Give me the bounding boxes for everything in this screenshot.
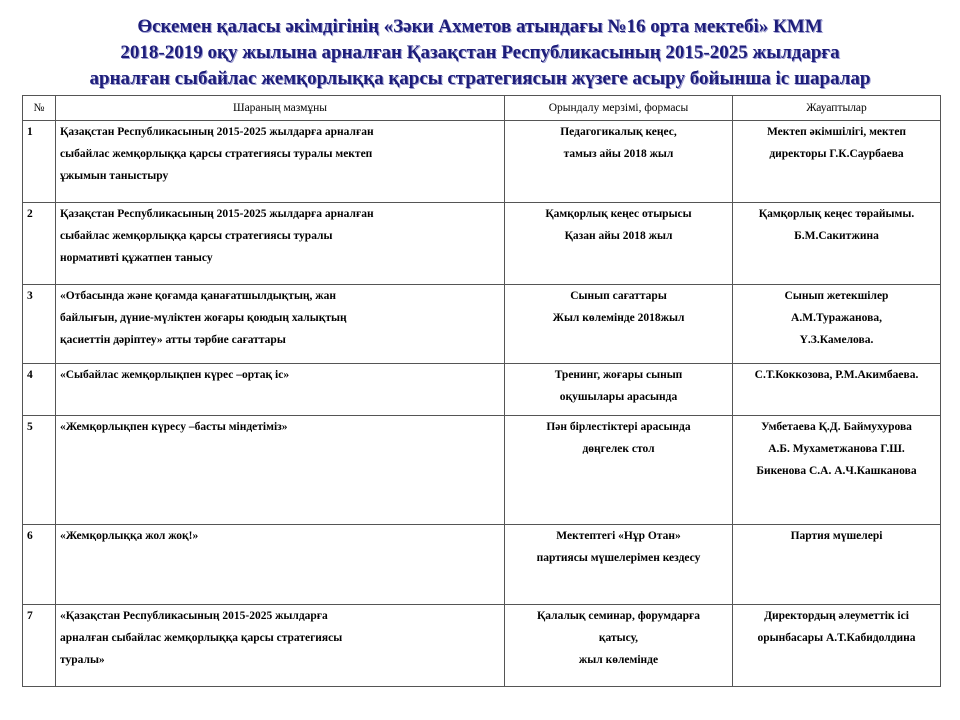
row-responsible xyxy=(733,285,941,364)
responsible-line: Мектеп әкімшілігі, мектеп xyxy=(766,126,907,138)
row-content xyxy=(56,416,505,525)
responsible-line: Б.М.Сакитжина xyxy=(794,230,879,242)
timing-line: Қазан айы 2018 жыл xyxy=(564,230,673,242)
content-line: туралы» xyxy=(60,654,105,666)
timing-line: Педагогикалық кеңес, xyxy=(560,126,677,138)
row-number: 7 xyxy=(23,605,56,687)
content-line: сыбайлас жемқорлыққа қарсы стратегиясы туралы мектеп xyxy=(60,148,373,160)
timing-line: жыл көлемінде xyxy=(578,654,659,666)
timing-line: оқушылары арасында xyxy=(559,391,678,403)
timing-line: тамыз айы 2018 жыл xyxy=(563,148,674,160)
timing-line: Жыл көлемінде 2018жыл xyxy=(552,312,685,324)
row-timing xyxy=(505,285,733,364)
row-timing xyxy=(505,525,733,605)
row-number: 3 xyxy=(23,285,56,364)
content-line: Қазақстан Республикасының 2015-2025 жылдарға арналған xyxy=(60,126,374,138)
row-responsible xyxy=(733,525,941,605)
row-number: 5 xyxy=(23,416,56,525)
responsible-line: А.М.Туражанова, xyxy=(791,312,882,324)
table-header-row xyxy=(23,96,941,121)
table-row xyxy=(23,525,941,605)
responsible-line: директоры Г.К.Саурбаева xyxy=(769,148,904,160)
content-line: Қазақстан Республикасының 2015-2025 жылдарға арналған xyxy=(60,208,374,220)
document-title xyxy=(0,14,960,92)
row-timing xyxy=(505,203,733,285)
header-content: Шараның мазмұны xyxy=(56,96,505,121)
content-line: «Отбасында және қоғамда қанағатшылдықтың, жан xyxy=(60,290,337,302)
header-timing: Орындалу мерзімі, формасы xyxy=(505,96,733,121)
timing-line: Пән бірлестіктері арасында xyxy=(546,421,691,433)
title-line-1: Өскемен қаласы әкімдігінің «Зәки Ахметов атындағы №16 орта мектебі» КММ xyxy=(137,16,823,37)
row-timing xyxy=(505,605,733,687)
title-line-2: 2018-2019 оқу жылына арналған Қазақстан Республикасының 2015-2025 жылдарға xyxy=(120,42,840,63)
timing-line: дөңгелек стол xyxy=(582,443,655,455)
row-number: 1 xyxy=(23,121,56,203)
table-row xyxy=(23,203,941,285)
table-row xyxy=(23,364,941,416)
content-line: арналған сыбайлас жемқорлыққа қарсы стратегиясы xyxy=(60,632,343,644)
header-number: № xyxy=(23,96,56,121)
timing-line: Сынып сағаттары xyxy=(570,290,667,302)
content-line: «Жемқорлықпен күресу –басты міндетіміз» xyxy=(60,421,288,433)
events-table xyxy=(22,95,941,687)
row-timing xyxy=(505,364,733,416)
responsible-line: Сынып жетекшілер xyxy=(784,290,889,302)
row-content xyxy=(56,605,505,687)
row-content xyxy=(56,121,505,203)
row-responsible xyxy=(733,364,941,416)
title-line-3: арналған сыбайлас жемқорлыққа қарсы стратегиясын жүзеге асыру бойынша іс шаралар xyxy=(89,68,871,89)
responsible-line: А.Б. Мухаметжанова Г.Ш. xyxy=(768,443,905,455)
responsible-line: орынбасары А.Т.Кабидолдина xyxy=(757,632,916,644)
content-line: нормативті құжатпен танысу xyxy=(60,252,213,264)
content-line: байлығын, дүние-мүліктен жоғары қоюдың халықтың xyxy=(60,312,347,324)
row-responsible xyxy=(733,416,941,525)
content-line: сыбайлас жемқорлыққа қарсы стратегиясы туралы xyxy=(60,230,333,242)
row-responsible xyxy=(733,203,941,285)
responsible-line: Бикенова С.А. А.Ч.Кашканова xyxy=(756,465,917,477)
responsible-line: Умбетаева Қ.Д. Баймухурова xyxy=(761,421,912,433)
row-timing xyxy=(505,416,733,525)
row-responsible xyxy=(733,605,941,687)
table-row xyxy=(23,285,941,364)
timing-line: партиясы мүшелерімен кездесу xyxy=(536,552,701,564)
row-content xyxy=(56,285,505,364)
content-line: қасиеттін дәріптеу» атты тәрбие сағаттары xyxy=(60,334,286,346)
table-row xyxy=(23,416,941,525)
row-number: 4 xyxy=(23,364,56,416)
responsible-line: Қамқорлық кеңес төрайымы. xyxy=(758,208,915,220)
table-row xyxy=(23,605,941,687)
responsible-line: Директордың әлеуметтік ісі xyxy=(764,610,909,622)
responsible-line: Ү.З.Камелова. xyxy=(799,334,874,346)
row-content xyxy=(56,364,505,416)
responsible-line: С.Т.Коккозова, Р.М.Акимбаева. xyxy=(754,369,919,381)
timing-line: Мектептегі «Нұр Отан» xyxy=(556,530,681,542)
timing-line: қатысу, xyxy=(598,632,639,644)
table-row xyxy=(23,121,941,203)
responsible-line: Партия мүшелері xyxy=(790,530,883,542)
row-content xyxy=(56,203,505,285)
row-content xyxy=(56,525,505,605)
row-number: 2 xyxy=(23,203,56,285)
row-number: 6 xyxy=(23,525,56,605)
header-responsible: Жауаптылар xyxy=(733,96,941,121)
timing-line: Тренинг, жоғары сынып xyxy=(554,369,683,381)
content-line: «Жемқорлыққа жол жоқ!» xyxy=(60,530,199,542)
timing-line: Қамқорлық кеңес отырысы xyxy=(545,208,692,220)
content-line: «Қазақстан Республикасының 2015-2025 жылдарға xyxy=(60,610,328,622)
row-responsible xyxy=(733,121,941,203)
content-line: ұжымын таныстыру xyxy=(60,170,169,182)
row-timing xyxy=(505,121,733,203)
timing-line: Қалалық семинар, форумдарға xyxy=(536,610,701,622)
content-line: «Сыбайлас жемқорлықпен күрес –ортақ іс» xyxy=(60,369,290,381)
